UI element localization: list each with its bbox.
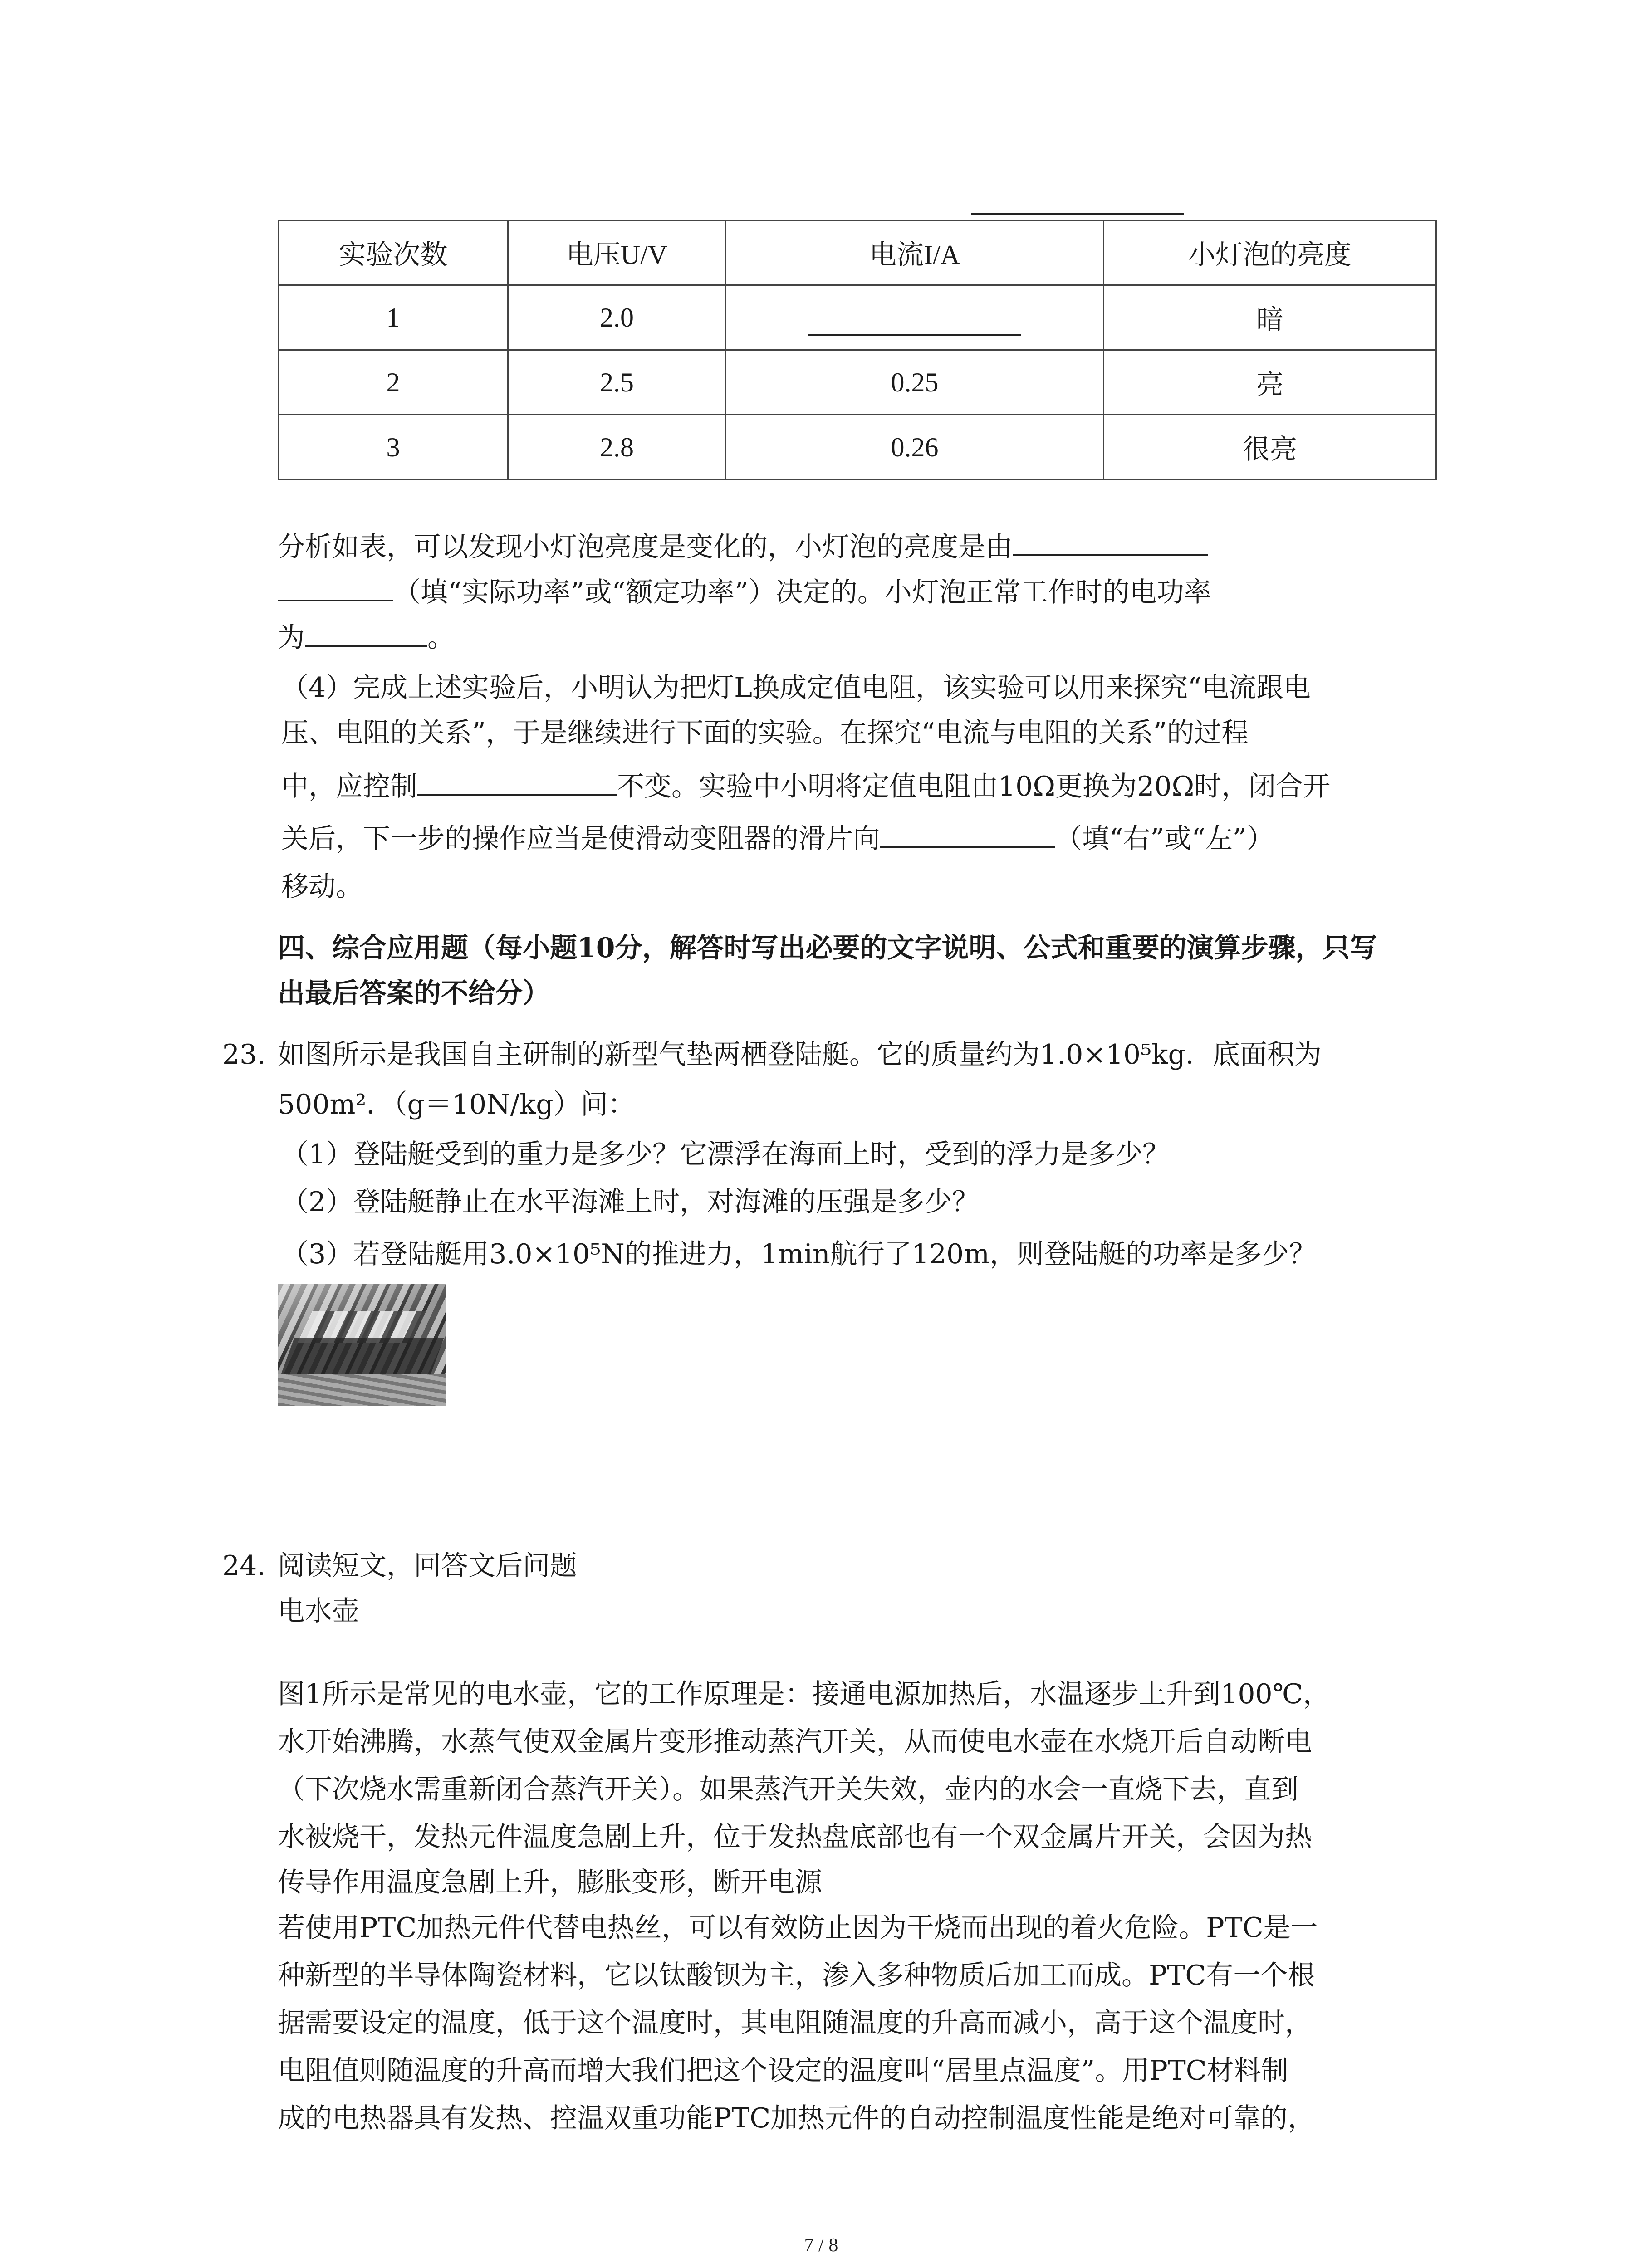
table-cell: 很亮 — [1104, 415, 1436, 480]
q24-line-1: 阅读短文，回答文后问题 — [278, 1550, 577, 1582]
q4-text: 中，应控制 — [281, 771, 417, 802]
q24-p2-line: 电阻值则随温度的升高而增大我们把这个设定的温度叫“居里点温度”。用PTC材料制 — [278, 2055, 1288, 2087]
table-cell: 0.26 — [726, 415, 1104, 480]
table-cell: 2.5 — [508, 350, 726, 415]
q4-text: （填“右”或“左”） — [1055, 823, 1274, 855]
table-cell: 亮 — [1104, 350, 1436, 415]
table-cell-blank — [726, 285, 1104, 350]
section-heading-line-2: 出最后答案的不给分） — [278, 978, 550, 1009]
q4-line-5: 移动。 — [281, 871, 363, 903]
experiment-table — [278, 220, 1437, 480]
q24-p2-line: 据需要设定的温度，低于这个温度时，其电阻随温度的升高而减小，高于这个温度时， — [278, 2007, 1312, 2039]
q23-number: 23. — [222, 1039, 266, 1070]
table-cell: 0.25 — [726, 350, 1104, 415]
q24-p1-line: （下次烧水需重新闭合蒸汽开关）。如果蒸汽开关失效，壶内的水会一直烧下去，直到 — [278, 1774, 1298, 1805]
analysis-text: （填“实际功率”或“额定功率”）决定的。小灯泡正常工作时的电功率 — [393, 577, 1211, 608]
page-number: 7 / 8 — [804, 2235, 838, 2256]
q24-p1-line: 水开始沸腾，水蒸气使双金属片变形推动蒸汽开关，从而使电水壶在水烧开后自动断电 — [278, 1726, 1312, 1758]
answer-blank — [1013, 527, 1208, 556]
analysis-line-3 — [278, 618, 455, 656]
q24-p1-line: 水被烧干，发热元件温度急剧上升，位于发热盘底部也有一个双金属片开关，会因为热 — [278, 1821, 1312, 1853]
analysis-text: 。 — [427, 622, 455, 654]
table-header-cell: 小灯泡的亮度 — [1104, 220, 1436, 285]
q23-line-1: 如图所示是我国自主研制的新型气垫两栖登陆艇。它的质量约为1.0×10⁵kg．底面积为 — [278, 1039, 1322, 1070]
answer-blank — [305, 618, 427, 647]
q24-p2-line: 种新型的半导体陶瓷材料，它以钛酸钡为主，渗入多种物质后加工而成。PTC有一个根 — [278, 1960, 1315, 1991]
q23-line-2: 500m²．（g＝10N/kg）问： — [278, 1089, 635, 1120]
q23-sub-1: （1）登陆艇受到的重力是多少？它漂浮在海面上时，受到的浮力是多少？ — [281, 1139, 1170, 1170]
table-row — [279, 350, 1436, 415]
table-cell: 2.8 — [508, 415, 726, 480]
q4-text: 关后，下一步的操作应当是使滑动变阻器的滑片向 — [281, 823, 880, 855]
q24-p1-line: 图1所示是常见的电水壶，它的工作原理是：接通电源加热后，水温逐步上升到100℃， — [278, 1678, 1330, 1710]
q24-p2-line: 成的电热器具有发热、控温双重功能PTC加热元件的自动控制温度性能是绝对可靠的， — [278, 2102, 1315, 2134]
q4-line-2: 压、电阻的关系”，于是继续进行下面的实验。在探究“电流与电阻的关系”的过程 — [281, 717, 1249, 749]
table-cell: 3 — [279, 415, 508, 480]
section-heading-line-1: 四、综合应用题（每小题10分，解答时写出必要的文字说明、公式和重要的演算步骤，只写 — [278, 932, 1377, 964]
analysis-text: 为 — [278, 622, 305, 654]
table-header-cell: 电压U/V — [508, 220, 726, 285]
answer-blank — [417, 767, 617, 796]
table-cell: 暗 — [1104, 285, 1436, 350]
table-row — [279, 285, 1436, 350]
table-header-cell: 电流I/A — [726, 220, 1104, 285]
table-header-cell: 实验次数 — [279, 220, 508, 285]
table-header-row — [279, 220, 1436, 285]
q4-text: 不变。实验中小明将定值电阻由10Ω更换为20Ω时，闭合开 — [617, 771, 1331, 802]
q4-line-3 — [281, 767, 1330, 805]
analysis-line-2 — [278, 572, 1211, 611]
analysis-text: 分析如表，可以发现小灯泡亮度是变化的，小灯泡的亮度是由 — [278, 531, 1013, 563]
q23-sub-3: （3）若登陆艇用3.0×10⁵N的推进力，1min航行了120m，则登陆艇的功率是多少？ — [281, 1238, 1317, 1270]
q24-article-title: 电水壶 — [278, 1595, 359, 1627]
q4-line-4 — [281, 819, 1274, 857]
table-cell: 2.0 — [508, 285, 726, 350]
table-cell: 1 — [279, 285, 508, 350]
table-row — [279, 415, 1436, 480]
q23-sub-2: （2）登陆艇静止在水平海滩上时，对海滩的压强是多少？ — [281, 1186, 980, 1218]
table-cell: 2 — [279, 350, 508, 415]
q24-number: 24. — [222, 1550, 266, 1582]
answer-blank-top — [971, 213, 1184, 215]
analysis-line-1 — [278, 527, 1208, 565]
answer-blank — [880, 819, 1055, 848]
answer-blank — [278, 572, 393, 601]
q4-line-1: （4）完成上述实验后，小明认为把灯L换成定值电阻，该实验可以用来探究“电流跟电 — [281, 672, 1311, 704]
q24-p2-line: 若使用PTC加热元件代替电热丝，可以有效防止因为干烧而出现的着火危险。PTC是一 — [278, 1912, 1318, 1944]
hovercraft-photo — [278, 1284, 446, 1406]
q24-p1-line: 传导作用温度急剧上升，膨胀变形，断开电源 — [278, 1867, 822, 1898]
